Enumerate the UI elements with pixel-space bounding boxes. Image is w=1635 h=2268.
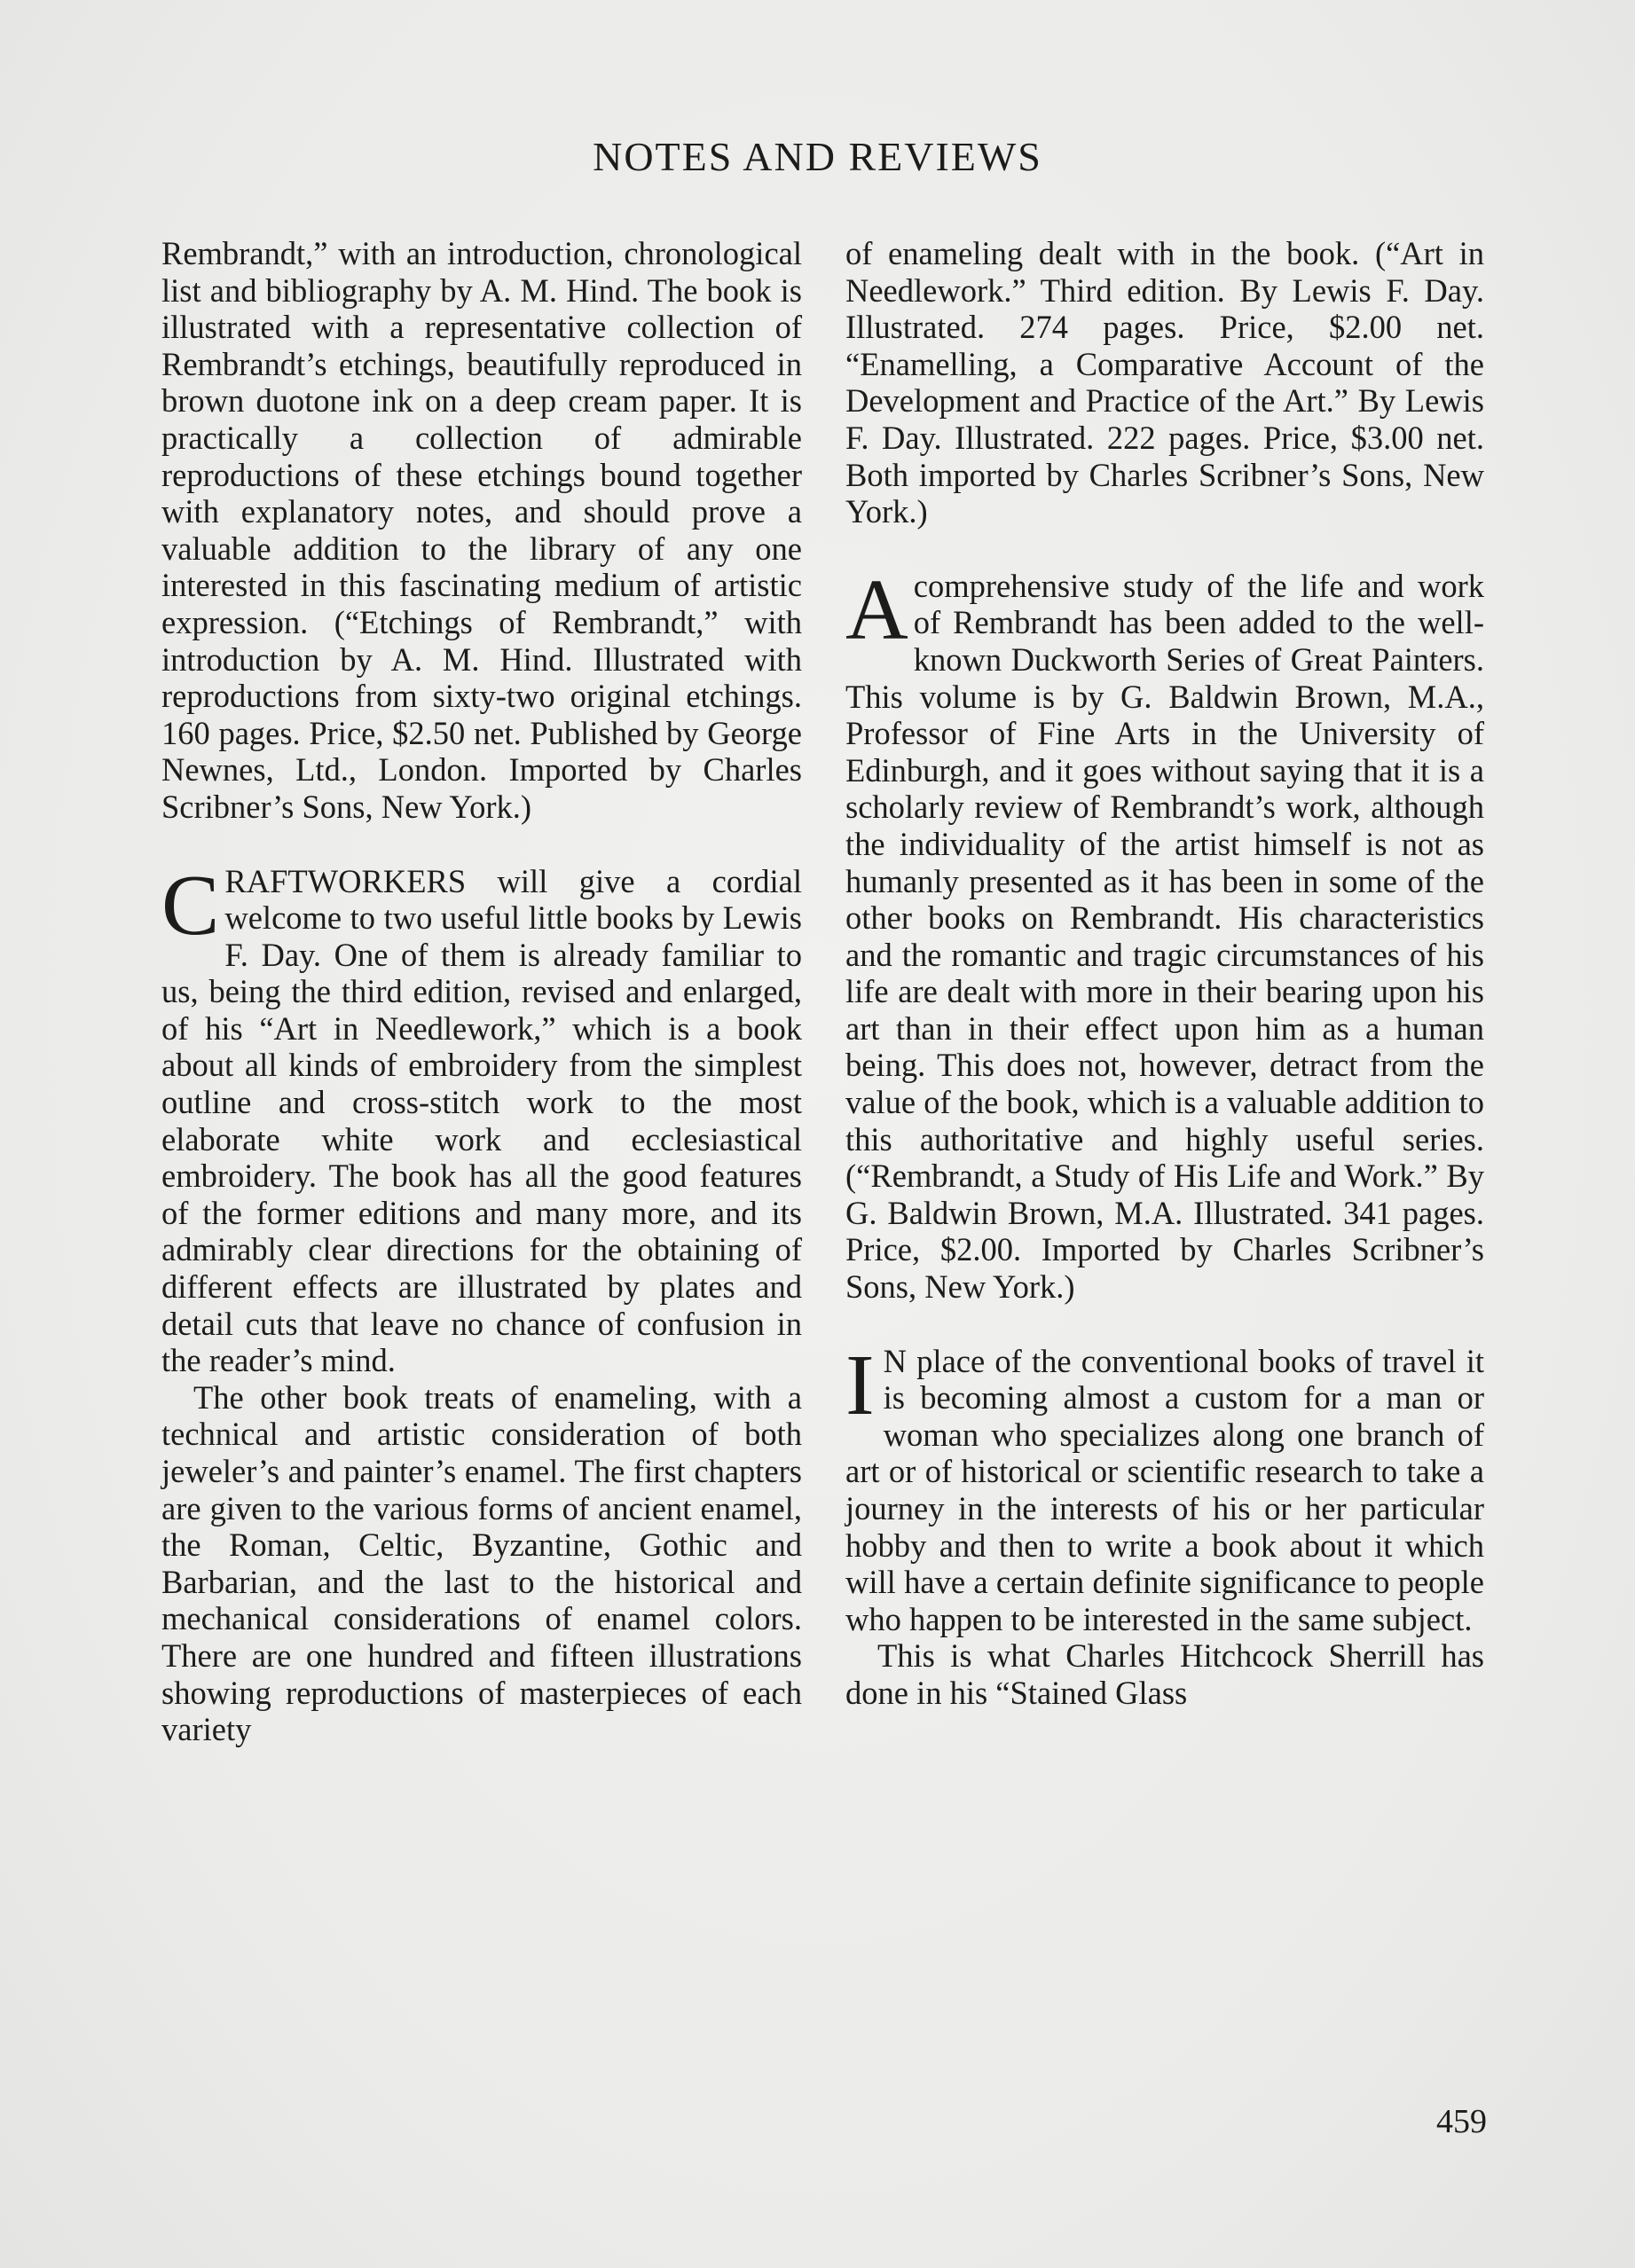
paragraph-travel-books-text: N place of the conventional books of travel it is becoming almost a custom for a man or woman who specializes along one branch of art or of historical or scientific research to take a journey in the interests of his or her particular hobby and then to write a book about it which will have a certain definite significance to people who happen to be interested in the same subject.	[845, 1342, 1484, 1637]
page-number: 459	[1436, 2103, 1487, 2140]
paragraph-travel-books	[845, 1337, 1484, 1638]
drop-cap-c: C	[161, 857, 220, 954]
paragraph-craftworkers-text: RAFTWORKERS will give a cordial welcome to two useful little books by Lewis F. Day. One of them is already familiar to us, being the third edition, revised and enlarged, of his “Art in Needlework,” which is a book about all kinds of embroidery from the simplest outline and cross-stitch work to the most elaborate white work and ecclesiastical embroidery. The book has all the good features of the former editions and many more, and its admirably clear directions for the obtaining of different effects are illustrated by plates and detail cuts that leave no chance of confusion in the reader’s mind.	[161, 862, 802, 1379]
paragraph-stained-glass: This is what Charles Hitchcock Sherrill has done in his “Stained Glass	[845, 1637, 1484, 1711]
paragraph-rembrandt-study	[845, 561, 1484, 1306]
drop-cap-a: A	[845, 561, 908, 658]
paragraph-enameling-book: The other book treats of enameling, with a technical and artistic consideration of both jeweler’s and painter’s enamel. The first chapters are given to the various forms of ancient enamel, the Roman, Celtic, Byzantine, Gothic and Barbarian, and the last to the historical and mechanical considerations of enamel colors. There are one hundred and fifteen illustrations showing reproductions of masterpieces of each variety	[161, 1378, 802, 1748]
page-heading: NOTES AND REVIEWS	[593, 134, 1042, 179]
drop-cap-i: I	[845, 1337, 875, 1433]
paragraph-etchings-review-end: Rembrandt,” with an introduction, chronological list and bibliography by A. M. Hind. The book is illustrated with a representative collection of Rembrandt’s etchings, beautifully reproduced in brown duotone ink on a deep cream paper. It is practically a collection of admirable reproductions of these etchings bound together with explanatory notes, and should prove a valuable addition to the library of any one interested in this fascinating medium of artistic expression. (“Etchings of Rembrandt,” with introduction by A. M. Hind. Illustrated with reproductions from sixty-two original etchings. 160 pages. Price, $2.50 net. Published by George Newnes, Ltd., London. Imported by Charles Scribner’s Sons, New York.)	[161, 235, 802, 825]
left-column	[161, 235, 802, 1748]
paragraph-rembrandt-study-text: comprehensive study of the life and work of Rembrandt has been added to the well-known Duckworth Series of Great Painters. This volume is by G. Baldwin Brown, M.A., Professor of Fine Arts in the University of Edinburgh, and it goes without saying that it is a scholarly review of Rembrandt’s work, although the individuality of the artist himself is not as humanly presented as it has been in some of the other books on Rembrandt. His characteristics and the romantic and tragic circumstances of his life are dealt with more in their bearing upon his art than in their effect upon him as a human being. This does not, however, detract from the value of the book, which is a valuable addition to this authoritative and highly useful series. (“Rembrandt, a Study of His Life and Work.” By G. Baldwin Brown, M.A. Illustrated. 341 pages. Price, $2.00. Imported by Charles Scribner’s Sons, New York.)	[845, 567, 1484, 1306]
paragraph-craftworkers	[161, 857, 802, 1379]
right-column	[845, 235, 1484, 1712]
paragraph-enameling-continued: of enameling dealt with in the book. (“Art in Needlework.” Third edition. By Lewis F. Day. Illustrated. 274 pages. Price, $2.00 net. “Enamelling, a Comparative Account of the Development and Practice of the Art.” By Lewis F. Day. Illustrated. 222 pages. Price, $3.00 net. Both imported by Charles Scribner’s Sons, New York.)	[845, 235, 1484, 530]
